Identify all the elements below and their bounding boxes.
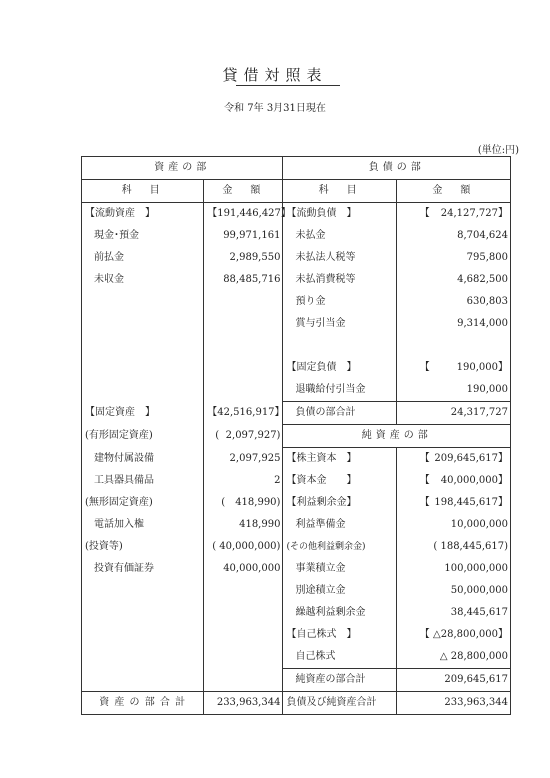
table-row [82, 379, 511, 402]
table-row [82, 602, 511, 624]
table-row [82, 247, 511, 269]
row-label: 預り金 [283, 291, 396, 313]
row-value: 【 24,127,727】 [396, 203, 510, 226]
row-label: 【固定資産 】 [85, 407, 155, 418]
row-value: 2 [204, 470, 283, 492]
liabilities-section-header: 負債の部 [283, 157, 511, 180]
row-label: 現金･預金 [94, 230, 139, 241]
row-label: 繰越利益剰余金 [283, 602, 396, 624]
grand-total-row [82, 692, 511, 715]
liabilities-item-header: 科 目 [283, 180, 396, 203]
table-row [82, 514, 511, 536]
liabilities-total-label: 負債の部合計 [283, 402, 396, 425]
table-row [82, 470, 511, 492]
row-label: 【流動資産 】 [85, 208, 155, 219]
row-label: 未払消費税等 [283, 269, 396, 291]
grand-total-value: 233,963,344 [396, 692, 510, 715]
row-label: 利益準備金 [283, 514, 396, 536]
row-value: 【 209,645,617】 [396, 448, 510, 471]
row-value: 4,682,500 [396, 269, 510, 291]
row-label: 別途積立金 [283, 580, 396, 602]
row-label: 【流動負債 】 [283, 203, 396, 226]
equity-section-header: 純資産の部 [283, 425, 511, 448]
row-value: 50,000,000 [396, 580, 510, 602]
assets-total-value: 233,963,344 [204, 692, 283, 715]
table-row [82, 203, 511, 226]
row-value: 100,000,000 [396, 558, 510, 580]
row-value: 【 190,000】 [396, 357, 510, 379]
table-row [82, 269, 511, 291]
row-label: 未払法人税等 [283, 247, 396, 269]
balance-sheet-table [81, 156, 511, 715]
row-label: 未収金 [94, 274, 124, 285]
table-row [82, 492, 511, 514]
grand-total-label: 負債及び純資産合計 [283, 692, 396, 715]
row-value: 38,445,617 [396, 602, 510, 624]
row-value: ( 418,990) [204, 492, 283, 514]
row-label: 工具器具備品 [94, 475, 154, 486]
equity-total-value: 209,645,617 [396, 669, 510, 692]
row-label: (その他利益剰余金) [283, 536, 396, 558]
row-label: (無形固定資産) [85, 497, 153, 508]
table-row [82, 558, 511, 580]
row-value: 40,000,000 [204, 558, 283, 580]
row-label: 【株主資本 】 [283, 448, 396, 471]
assets-item-header: 科 目 [82, 180, 204, 203]
table-row [82, 669, 511, 692]
row-value: 【 42,516,917】 [204, 402, 283, 425]
section-header-row [82, 157, 511, 180]
row-value: 10,000,000 [396, 514, 510, 536]
table-row [82, 448, 511, 471]
row-value: 88,485,716 [204, 269, 283, 291]
document-date: 令和 7年 3月31日現在 [224, 103, 326, 114]
equity-total-label: 純資産の部合計 [283, 669, 396, 692]
table-row [82, 313, 511, 335]
row-label: 電話加入権 [94, 519, 144, 530]
assets-amount-header: 金 額 [204, 180, 283, 203]
row-value: ( 188,445,617) [396, 536, 510, 558]
unit-label: (単位:円) [477, 145, 519, 156]
row-label: 自己株式 [283, 646, 396, 669]
table-row [82, 291, 511, 313]
table-row [82, 646, 511, 669]
table-row [82, 357, 511, 379]
row-value: ( 2,097,927) [204, 425, 283, 448]
row-value: 795,800 [396, 247, 510, 269]
row-label: (有形固定資産) [85, 430, 153, 441]
row-value: 2,097,925 [204, 448, 283, 471]
row-label: 退職給付引当金 [283, 379, 396, 402]
table-row [82, 402, 511, 425]
table-row [82, 536, 511, 558]
row-label: 【自己株式 】 [283, 624, 396, 646]
table-row [82, 225, 511, 247]
row-value: 190,000 [396, 379, 510, 402]
row-value: 【 40,000,000】 [396, 470, 510, 492]
row-value: 418,990 [204, 514, 283, 536]
row-label: 賞与引当金 [283, 313, 396, 335]
row-value: 【 191,446,427】 [204, 203, 283, 226]
title-underline [236, 85, 340, 86]
row-value: 【 △28,800,000】 [396, 624, 510, 646]
assets-section-header: 資産の部 [82, 157, 283, 180]
liabilities-total-value: 24,317,727 [396, 402, 510, 425]
row-label: 【資本金 】 [283, 470, 396, 492]
table-row [82, 425, 511, 448]
row-value: 630,803 [396, 291, 510, 313]
row-value: 2,989,550 [204, 247, 283, 269]
row-value: △ 28,800,000 [396, 646, 510, 669]
document-title: 貸借対照表 [222, 66, 328, 84]
column-header-row [82, 180, 511, 203]
row-label: 事業積立金 [283, 558, 396, 580]
row-label: 建物付属設備 [94, 452, 154, 464]
row-label: 【利益剰余金】 [283, 492, 396, 514]
liabilities-amount-header: 金 額 [396, 180, 510, 203]
table-row [82, 624, 511, 646]
row-label: 投資有価証券 [94, 563, 154, 574]
row-label: 未払金 [283, 225, 396, 247]
row-value: 【 198,445,617】 [396, 492, 510, 514]
row-value: ( 40,000,000) [204, 536, 283, 558]
row-label: 【固定負債 】 [283, 357, 396, 379]
table-row [82, 580, 511, 602]
row-value: 99,971,161 [204, 225, 283, 247]
row-value: 9,314,000 [396, 313, 510, 335]
row-value: 8,704,624 [396, 225, 510, 247]
row-label: 前払金 [94, 252, 124, 263]
row-label: (投資等) [85, 541, 123, 552]
table-row [82, 335, 511, 357]
assets-total-label: 資 産 の 部 合 計 [82, 692, 204, 715]
